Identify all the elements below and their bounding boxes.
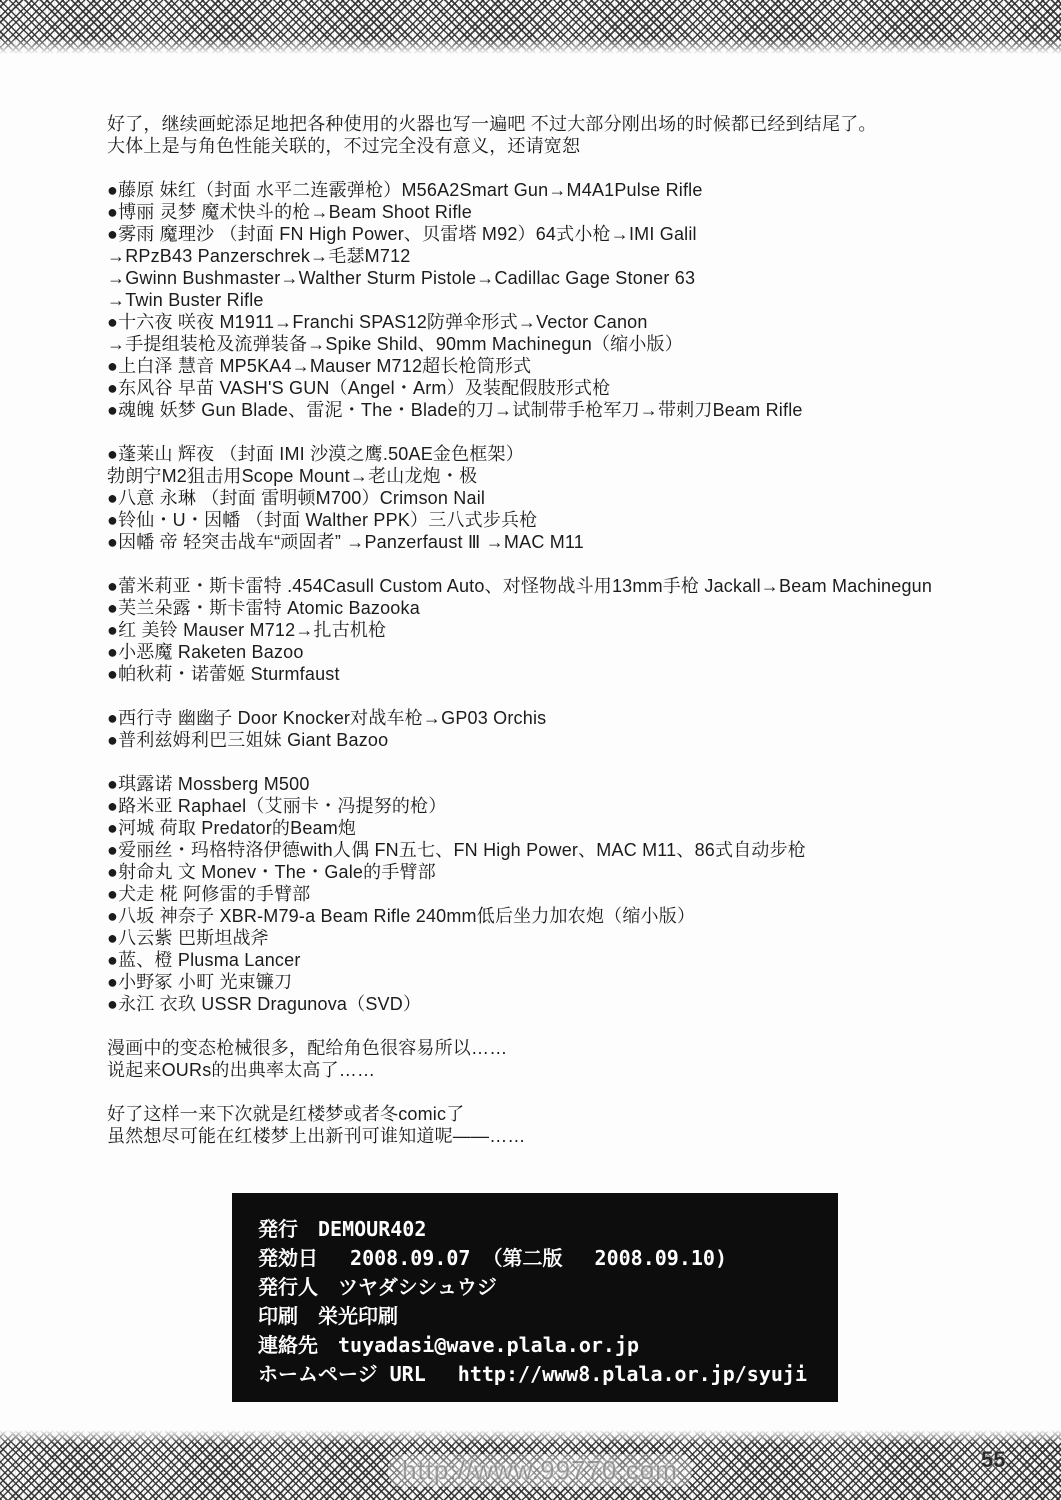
text-line: 勃朗宁M2狙击用Scope Mount→老山龙炮・极 xyxy=(107,466,478,486)
text-line: →Twin Buster Rifle xyxy=(107,290,264,310)
text-line: ●东风谷 早苗 VASH'S GUN（Angel・Arm）及装配假肢形式枪 xyxy=(107,378,611,398)
text-line: ●射命丸 文 Monev・The・Gale的手臂部 xyxy=(107,862,436,882)
text-line: 好了，继续画蛇添足地把各种使用的火器也写一遍吧 不过大部分刚出场的时候都已经到结尾了。 xyxy=(107,114,877,134)
colophon-line: 連絡先 tuyadasi@wave.plala.or.jp xyxy=(258,1333,640,1357)
text-line: 说起来OURs的出典率太高了…… xyxy=(107,1060,376,1080)
text-line: ●魂魄 妖梦 Gun Blade、雷泥・The・Blade的刀→试制带手枪军刀→带刺刀Beam Rifle xyxy=(107,400,803,420)
text-line: ●永江 衣玖 USSR Dragunova（SVD） xyxy=(107,994,422,1014)
text-line: ●河城 荷取 Predator的Beam炮 xyxy=(107,818,357,838)
text-line: →手提组装枪及流弹装备→Spike Shild、90mm Machinegun（缩小版） xyxy=(107,334,683,354)
text-block xyxy=(107,773,1037,1015)
text-line: 漫画中的变态枪械很多，配给角色很容易所以…… xyxy=(107,1038,508,1058)
text-line: ●小野冢 小町 光束镰刀 xyxy=(107,972,293,992)
page-number: 55 xyxy=(981,1447,1006,1472)
text-line: ●红 美铃 Mauser M712→扎古机枪 xyxy=(107,620,387,640)
colophon-line: 印刷 栄光印刷 xyxy=(258,1304,398,1328)
text-line: ●雾雨 魔理沙 （封面 FN High Power、贝雷塔 M92）64式小枪→IMI Galil xyxy=(107,224,697,244)
text-line: ●藤原 妹红（封面 水平二连霰弹枪）M56A2Smart Gun→M4A1Pulse Rifle xyxy=(107,180,703,200)
text-line: ●铃仙・U・因幡 （封面 Walther PPK）三八式步兵枪 xyxy=(107,510,538,530)
watermark-url: http://www.99770.com xyxy=(388,1454,692,1487)
text-line: ●蕾米莉亚・斯卡雷特 .454Casull Custom Auto、对怪物战斗用13mm手枪 Jackall→Beam Machinegun xyxy=(107,576,933,596)
top-border-pattern xyxy=(0,0,1061,54)
text-line: ●芙兰朵露・斯卡雷特 Atomic Bazooka xyxy=(107,598,420,618)
text-block xyxy=(107,575,1037,685)
text-line: 大体上是与角色性能关联的，不过完全没有意义，还请宽恕 xyxy=(107,136,581,156)
colophon-line: 発行人 ツヤダシシュウジ xyxy=(258,1275,497,1299)
text-line: ●普利兹姆利巴三姐妹 Giant Bazoo xyxy=(107,730,389,750)
text-block xyxy=(107,179,1037,421)
text-line: ●犬走 椛 阿修雷的手臂部 xyxy=(107,884,311,904)
text-line: ●路米亚 Raphael（艾丽卡・冯提努的枪） xyxy=(107,796,447,816)
text-block xyxy=(107,1103,1037,1147)
text-line: ●上白泽 慧音 MP5KA4→Mauser M712超长枪筒形式 xyxy=(107,356,532,376)
text-block xyxy=(107,707,1037,751)
text-line: →RPzB43 Panzerschrek→毛瑟M712 xyxy=(107,246,411,266)
text-block xyxy=(107,1037,1037,1081)
text-line: 好了这样一来下次就是红楼梦或者冬comic了 xyxy=(107,1104,465,1124)
text-line: ●十六夜 咲夜 M1911→Franchi SPAS12防弹伞形式→Vector Canon xyxy=(107,312,648,332)
colophon-line: 発効日 2008.09.07 （第二版 2008.09.10) xyxy=(258,1246,727,1270)
text-line: ●爱丽丝・玛格特洛伊德with人偶 FN五七、FN High Power、MAC M11、86式自动步枪 xyxy=(107,840,807,860)
text-line: ●因幡 帝 轻突击战车“顽固者” →Panzerfaust Ⅲ →MAC M11 xyxy=(107,532,585,552)
body-text xyxy=(107,113,1037,1147)
text-line: →Gwinn Bushmaster→Walther Sturm Pistole→Cadillac Gage Stoner 63 xyxy=(107,268,696,288)
text-line: ●博丽 灵梦 魔术快斗的枪→Beam Shoot Rifle xyxy=(107,202,472,222)
colophon-line: ホームページ URL http://www8.plala.or.jp/syuji xyxy=(258,1362,807,1386)
bottom-border-pattern xyxy=(0,1430,1061,1500)
text-block xyxy=(107,113,1037,157)
text-line: ●八意 永琳 （封面 雷明顿M700）Crimson Nail xyxy=(107,488,486,508)
colophon-line: 発行 DEMOUR402 xyxy=(258,1217,427,1241)
text-line: ●小恶魔 Raketen Bazoo xyxy=(107,642,304,662)
text-line: ●西行寺 幽幽子 Door Knocker对战车枪→GP03 Orchis xyxy=(107,708,547,728)
text-line: ●蓝、橙 Plusma Lancer xyxy=(107,950,301,970)
text-line: ●八坂 神奈子 XBR-M79-a Beam Rifle 240mm低后坐力加农炮（缩小版） xyxy=(107,906,696,926)
text-line: ●琪露诺 Mossberg M500 xyxy=(107,774,310,794)
text-line: ●八云紫 巴斯坦战斧 xyxy=(107,928,269,948)
text-block xyxy=(107,443,1037,553)
text-line: ●蓬莱山 辉夜 （封面 IMI 沙漠之鹰.50AE金色框架） xyxy=(107,444,524,464)
text-line: ●帕秋莉・诺蕾姬 Sturmfaust xyxy=(107,664,340,684)
text-line: 虽然想尽可能在红楼梦上出新刊可谁知道呢——…… xyxy=(107,1126,526,1146)
colophon-box xyxy=(232,1193,838,1402)
